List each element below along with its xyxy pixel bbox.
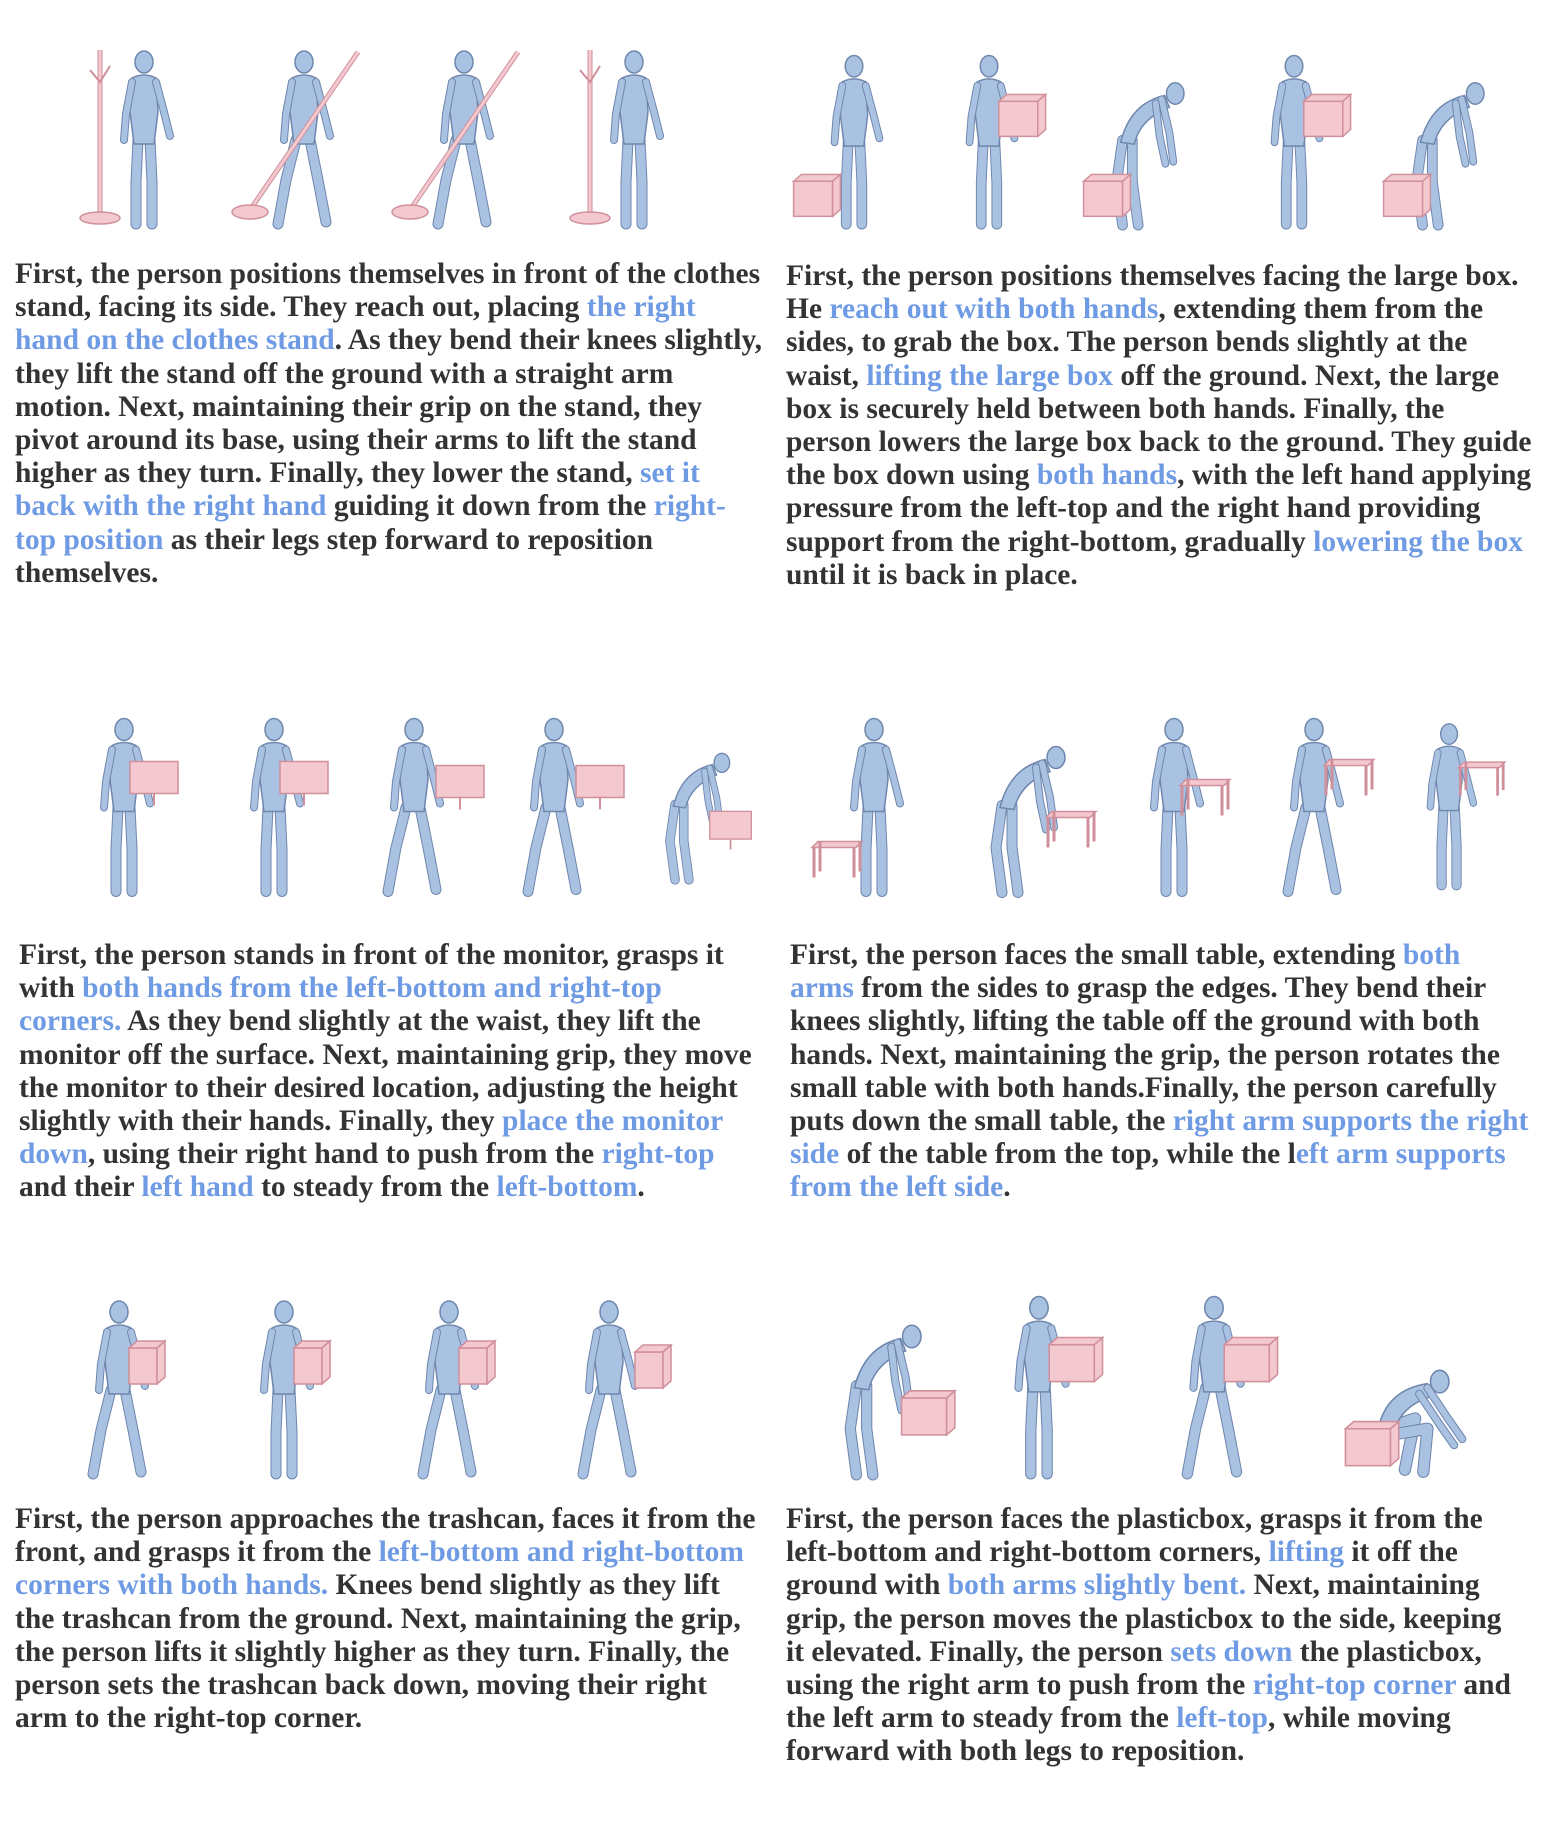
motion-frame — [950, 690, 1100, 905]
head — [265, 719, 283, 741]
frame-illustration — [780, 35, 930, 230]
description-text: until it is back in place. — [786, 525, 1531, 591]
monitor-object — [130, 762, 178, 806]
head — [1305, 719, 1323, 741]
right-leg-fill — [1180, 808, 1182, 892]
head — [275, 1301, 293, 1323]
crate-object — [1224, 1338, 1277, 1382]
description-text: the plasticbox, using the right arm to push from the — [786, 1635, 1490, 1702]
motion-frame — [1380, 690, 1520, 905]
head — [1165, 719, 1183, 741]
box-object — [999, 94, 1046, 136]
description-text: , extending them from the sides, to grab the box. The person bends slightly at the waist, — [786, 293, 1491, 392]
highlighted-phrase: set it back with the right hand — [15, 457, 708, 523]
head — [1285, 55, 1303, 76]
highlighted-phrase: both arms slightly bent. — [947, 1569, 1247, 1602]
motion-frame — [1100, 690, 1250, 905]
highlighted-phrase: eft arm supports from the left side — [790, 1138, 1513, 1204]
motion-frame — [1135, 1275, 1295, 1480]
motion-frame — [70, 30, 220, 230]
description-text: Knees bend slightly as they lift the trashcan from the ground. Next, maintaining the grip, the person lifts it slightly higher as they turn. Finally, the person sets the trashcan back down, moving their right arm to the right-top corner. — [15, 1569, 749, 1735]
head — [1441, 724, 1458, 745]
highlighted-phrase: sets down — [1170, 1635, 1293, 1668]
monitor-object — [280, 762, 328, 806]
highlighted-phrase: the right hand on the clothes stand — [15, 291, 704, 357]
right-leg-fill — [1455, 807, 1457, 885]
right-leg-fill — [640, 140, 642, 224]
description-text: , with the left hand applying pressure from the left-top and the right hand providing support from the right-bottom, gradually — [786, 459, 1539, 558]
head — [1466, 83, 1484, 104]
human-figure — [423, 1301, 475, 1474]
motion-frame — [780, 35, 930, 230]
human-figure — [124, 51, 170, 224]
head — [903, 1325, 921, 1348]
description-text: of the table from the top, while the l — [839, 1138, 1296, 1171]
table-object — [1458, 762, 1505, 796]
head — [115, 719, 133, 741]
motion-sequence-clothes-stand — [60, 30, 710, 230]
right-leg-fill — [1300, 142, 1302, 224]
highlighted-phrase: both hands — [1036, 459, 1178, 492]
motion-sequence-monitor — [50, 690, 760, 905]
motion-sequence-small-table — [800, 690, 1520, 905]
human-figure — [264, 1301, 310, 1474]
highlighted-phrase: place the monitor down — [19, 1105, 731, 1171]
head — [110, 1301, 128, 1323]
description-text: First, the person stands in front of the monitor, grasps it with — [19, 939, 732, 1005]
head — [1166, 83, 1184, 104]
human-figure — [1288, 719, 1340, 892]
frame-illustration — [230, 30, 380, 230]
human-figure — [835, 55, 880, 224]
motion-frame — [210, 1280, 360, 1480]
right-leg-fill — [290, 1390, 292, 1474]
head — [1431, 1370, 1449, 1393]
human-figure — [614, 51, 660, 224]
description-clothes-stand — [15, 258, 770, 590]
human-figure — [1430, 724, 1473, 885]
human-figure — [278, 51, 330, 224]
frame-illustration — [560, 30, 710, 230]
motion-frame — [390, 30, 540, 230]
motion-frame — [480, 690, 630, 905]
frame-illustration — [1240, 690, 1390, 905]
human-figure — [388, 719, 440, 892]
description-text: and the left arm to steady from the — [786, 1669, 1519, 1735]
frame-illustration — [915, 35, 1065, 230]
frame-illustration — [1220, 35, 1370, 230]
human-figure — [1154, 719, 1200, 892]
description-text: as their legs step forward to reposition themselves. — [15, 523, 661, 589]
highlighted-phrase: right-top — [601, 1138, 715, 1171]
head — [1030, 1297, 1048, 1320]
motion-frame — [230, 30, 380, 230]
left-leg-fill — [846, 142, 848, 224]
right-leg-fill — [995, 142, 997, 224]
motion-frame — [200, 690, 350, 905]
human-figure — [254, 719, 300, 892]
frame-illustration — [340, 690, 490, 905]
frame-illustration — [70, 30, 220, 230]
frame-illustration — [200, 690, 350, 905]
frame-illustration — [45, 1280, 195, 1480]
highlighted-phrase: both arms — [790, 939, 1468, 1005]
frame-illustration — [375, 1280, 525, 1480]
highlighted-phrase: left-bottom — [496, 1171, 638, 1204]
head — [135, 51, 153, 73]
motion-frame — [1240, 690, 1390, 905]
right-leg-fill — [1045, 1388, 1047, 1474]
table-object — [1324, 760, 1374, 796]
description-text: First, the person positions themselves in front of the clothes stand, facing its side. They reach out, placing — [15, 258, 768, 324]
left-leg-fill — [866, 808, 868, 892]
human-figure — [583, 1301, 635, 1474]
frame-illustration — [50, 690, 200, 905]
frame-illustration — [1320, 1275, 1500, 1480]
frame-illustration — [480, 690, 630, 905]
motion-frame — [535, 1280, 685, 1480]
box-object — [1304, 94, 1351, 136]
frame-illustration — [800, 690, 950, 905]
description-text: First, the person faces the small table, extending — [790, 939, 1403, 971]
table-object — [1046, 812, 1096, 848]
frame-illustration — [1070, 35, 1220, 230]
frame-illustration — [1135, 1275, 1295, 1480]
left-leg-fill — [266, 808, 268, 892]
motion-frame — [800, 690, 950, 905]
highlighted-phrase: left hand — [141, 1171, 254, 1204]
description-text: . As they bend their knees slightly, they lift the stand off the ground with a straight arm motion. Next, maintaining their grip on the stand, they pivot around its base, using their arms to lift the stand higher as they turn. Finally, they lower the stand, — [15, 324, 770, 490]
head — [1047, 747, 1065, 769]
motion-frame — [340, 690, 490, 905]
highlighted-phrase: lifting the large box — [866, 359, 1113, 392]
highlighted-phrase: left-top — [1176, 1702, 1268, 1735]
motion-frame — [50, 690, 200, 905]
right-leg-fill — [130, 808, 132, 892]
description-text: it off the ground with — [786, 1536, 1466, 1602]
bin-object — [459, 1341, 495, 1384]
right-leg-fill — [280, 808, 282, 892]
head — [845, 55, 863, 76]
bin-object — [294, 1341, 330, 1384]
description-small-table — [790, 939, 1536, 1205]
highlighted-phrase: reach out with both hands — [829, 293, 1159, 326]
motion-frame — [630, 690, 760, 905]
frame-illustration — [210, 1280, 360, 1480]
table-object — [1180, 780, 1230, 816]
frame-illustration — [1380, 690, 1520, 905]
head — [1205, 1297, 1223, 1320]
head — [440, 1301, 458, 1323]
right-leg-fill — [880, 808, 882, 892]
motion-frame — [1070, 35, 1220, 230]
motion-frame — [1370, 35, 1520, 230]
head — [455, 51, 473, 73]
left-leg-fill — [981, 142, 983, 224]
description-text: guiding it down from the — [326, 490, 654, 523]
motion-frame — [45, 1280, 195, 1480]
frame-illustration — [800, 1275, 960, 1480]
bin-object — [635, 1345, 671, 1388]
motion-sequence-plasticbox — [800, 1275, 1500, 1480]
highlighted-phrase: lifting — [1268, 1536, 1344, 1569]
bin-object — [129, 1341, 165, 1384]
human-figure — [1275, 55, 1320, 224]
motion-frame — [1320, 1275, 1500, 1480]
frame-illustration — [390, 30, 540, 230]
left-leg-fill — [1286, 142, 1288, 224]
highlighted-phrase: right arm supports the right side — [790, 1105, 1536, 1171]
crate-object — [902, 1391, 955, 1435]
head — [714, 753, 730, 772]
box-object — [1384, 174, 1431, 216]
left-leg-fill — [1031, 1388, 1033, 1474]
box-object — [794, 174, 841, 216]
highlighted-phrase: lowering the box — [1313, 525, 1523, 558]
left-leg-fill — [1442, 807, 1444, 885]
right-leg-fill — [860, 142, 862, 224]
motion-sequence-trashcan — [45, 1280, 685, 1480]
human-figure — [104, 719, 150, 892]
left-leg-fill — [276, 1390, 278, 1474]
motion-frame — [560, 30, 710, 230]
crate-object — [1049, 1338, 1102, 1382]
head — [545, 719, 563, 741]
description-text: . — [637, 1171, 645, 1204]
highlighted-phrase: both hands from the left-bottom and right-top corners. — [19, 972, 670, 1038]
motion-frame — [800, 1275, 960, 1480]
right-leg-fill — [150, 140, 152, 224]
description-text: First, the person positions themselves facing the large box. He — [786, 260, 1526, 326]
description-text: First, the person approaches the trashcan, faces it from the front, and grasps it from the — [15, 1503, 763, 1569]
highlighted-phrase: left-bottom and right-bottom corners with both hands. — [15, 1536, 752, 1602]
description-text: , while moving forward with both legs to reposition. — [786, 1702, 1459, 1768]
box-object — [1084, 174, 1131, 216]
description-text: to steady from the — [253, 1171, 497, 1204]
highlighted-phrase: right-top position — [15, 490, 726, 556]
frame-illustration — [1370, 35, 1520, 230]
motion-frame — [1220, 35, 1370, 230]
stand-object — [570, 50, 610, 224]
description-text: , using their right hand to push from the — [87, 1138, 602, 1171]
left-leg-fill — [116, 808, 118, 892]
human-figure — [93, 1301, 145, 1474]
description-large-box — [786, 260, 1539, 592]
frame-illustration — [960, 1275, 1120, 1480]
human-figure — [1187, 1297, 1240, 1474]
motion-sequence-large-box — [780, 35, 1520, 230]
left-leg-fill — [1166, 808, 1168, 892]
motion-frame — [375, 1280, 525, 1480]
table-object — [812, 842, 862, 878]
highlighted-phrase: right-top corner — [1252, 1669, 1457, 1702]
frame-illustration — [1100, 690, 1250, 905]
motion-frame — [960, 1275, 1120, 1480]
description-text: and their — [19, 1138, 722, 1204]
description-text: Next, maintaining grip, the person moves the plasticbox to the side, keeping it elevated. Finally, the person — [786, 1569, 1509, 1668]
crate-object — [1345, 1422, 1398, 1466]
human-figure — [1018, 1297, 1065, 1474]
head — [405, 719, 423, 741]
frame-illustration — [630, 690, 760, 905]
motion-frame — [915, 35, 1065, 230]
description-trashcan — [15, 1503, 765, 1735]
head — [980, 55, 998, 76]
description-plasticbox — [786, 1503, 1526, 1769]
head — [865, 719, 883, 741]
frame-illustration — [535, 1280, 685, 1480]
human-figure — [970, 55, 1015, 224]
frame-illustration — [950, 690, 1100, 905]
description-text: off the ground. Next, the large box is securely held between both hands. Finally, the person lowers the large box back to the ground. They guide the box down using — [786, 359, 1539, 492]
description-text: from the sides to grasp the edges. They bend their knees slightly, lifting the table off the ground with both hands. Next, maintaining the grip, the person rotates the small table with both hands.Finally, the person carefully puts down the small table, the — [790, 972, 1508, 1138]
description-text: As they bend slightly at the waist, they lift the monitor off the surface. Next, maintaining grip, they move the monitor to their desired location, adjusting the height slightly with their hands. Finally, they — [19, 1005, 760, 1138]
description-text: . — [1003, 1171, 1011, 1204]
head — [625, 51, 643, 73]
left-leg-fill — [626, 140, 628, 224]
left-leg-fill — [136, 140, 138, 224]
human-figure — [438, 51, 490, 224]
description-monitor — [19, 939, 764, 1205]
head — [600, 1301, 618, 1323]
human-figure — [528, 719, 580, 892]
monitor-object — [710, 811, 752, 849]
stand-object — [80, 50, 120, 224]
description-text: First, the person faces the plasticbox, grasps it from the left-bottom and right-bottom corners, — [786, 1503, 1491, 1569]
head — [295, 51, 313, 73]
